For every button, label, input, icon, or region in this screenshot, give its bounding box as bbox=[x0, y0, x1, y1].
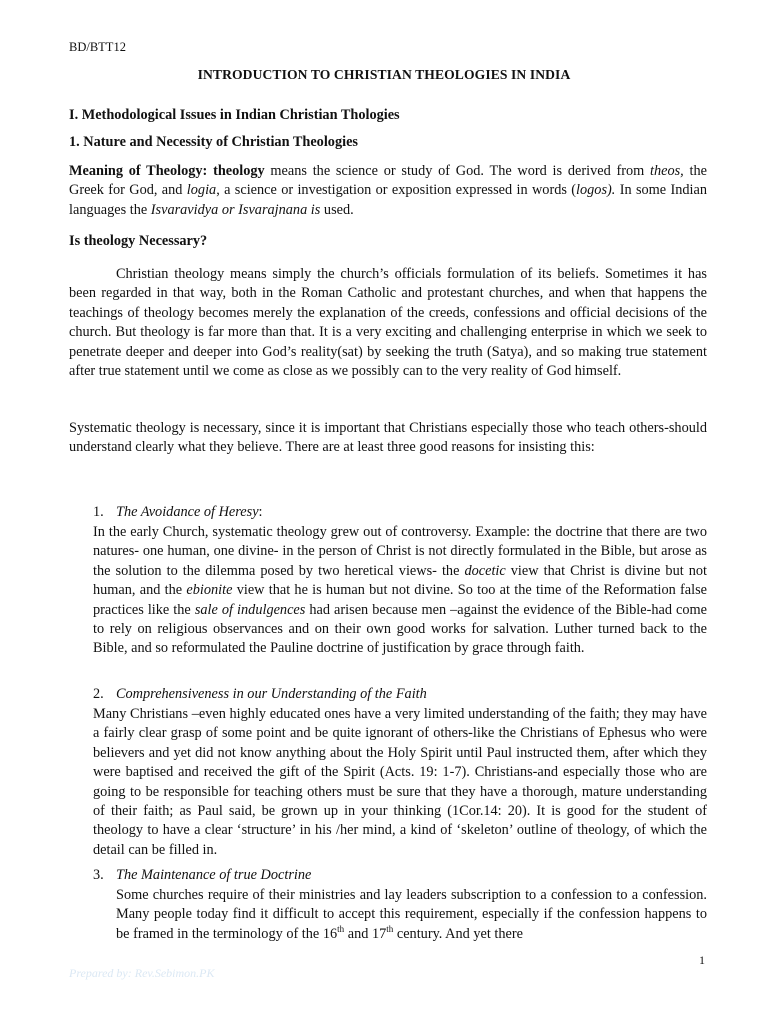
reason-2-body: Many Christians –even highly educated ones have a very limited understanding of the faith; they may have a fairly clear grasp of some point and be quite ignorant of others-like the Christians of Ephesus who were believers and yet did not know anything about the Holy Spirit until Paul instructed them, after which they were baptised and received the gift of the Spirit (Acts. 19: 1-7). Christians-and especially those who are going to be responsible for teaching others must be sure that they have a thorough, mature understanding of their faith; as Paul said, be grown up in your thinking (1Cor.14: 20). It is good for the student of theology to have a clear ‘structure’ in his /her mind, a kind of ‘skeleton’ outline of theology, of which the detail can be filled in. bbox=[93, 706, 707, 858]
reason-3-number: 3. bbox=[93, 867, 104, 883]
reason-1-number: 1. bbox=[93, 504, 104, 520]
systematic-theology-paragraph: Systematic theology is necessary, since it is important that Christians especially those who teach others-should understand clearly what they believe. There are at least three good reasons for insisting this: bbox=[69, 420, 707, 456]
footer-prepared-by: Prepared by: Rev.Sebimon.PK bbox=[69, 966, 215, 980]
reason-1-body: In the early Church, systematic theology grew out of controversy. Example: the doctrine that there are two natures- one human, one divine- in the person of Christ is not directly formulated in the Bible, but arose as the solution to the dilemma posed by two heretical views- the docetic view that Christ is divine but not human, and the ebionite view that he is human but not divine. So too at the time of the Reformation false practices like the sale of indulgences had arisen because men –against the evidence of the Bible-had come to rely on religious observances and on their own good works for salvation. Luther turned back to the Bible, and so reformulated the Pauline doctrine of justification by grace through faith. bbox=[93, 524, 708, 657]
section-heading: I. Methodological Issues in Indian Christian Thologies bbox=[69, 107, 400, 123]
reason-1-title: The Avoidance of Heresy bbox=[116, 504, 259, 520]
document-code: BD/BTT12 bbox=[69, 40, 126, 54]
reason-1-heading: 1. The Avoidance of Heresy: bbox=[93, 504, 263, 520]
reason-3-heading bbox=[93, 867, 311, 884]
reason-2-heading bbox=[93, 686, 427, 703]
meaning-label: Meaning of Theology: theology bbox=[69, 163, 265, 179]
meaning-paragraph: Meaning of Theology: theology means the science or study of God. The word is derived from theos, the Greek for God, and logia, a science or investigation or exposition expressed in words (logos). In some Indian languages the Isvaravidya or Isvarajnana is used. bbox=[69, 163, 707, 218]
document-title: INTRODUCTION TO CHRISTIAN THEOLOGIES IN INDIA bbox=[197, 67, 571, 82]
subsection-heading: 1. Nature and Necessity of Christian Theologies bbox=[69, 134, 358, 150]
christian-theology-paragraph: Christian theology means simply the church’s officials formulation of its beliefs. Sometimes it has been regarded in that way, both in the Roman Catholic and protestant churches, and when that happens the teachings of theology becomes merely the explanation of the creeds, confessions and official decisions of the church. But theology is far more than that. It is a very exciting and challenging enterprise in which we seek to penetrate deeper and deeper into God’s reality(sat) by seeking the truth (Satya), and so making true statement after true statement until we come as close as we possibly can to the very reality of God himself. bbox=[69, 266, 707, 380]
necessary-heading: Is theology Necessary? bbox=[69, 233, 208, 249]
reason-3-title: The Maintenance of true Doctrine bbox=[116, 867, 312, 883]
reason-3-body: Some churches require of their ministries and lay leaders subscription to a confession to a confession. Many people today find it difficult to accept this requirement, especially if the confession happens to be framed in the terminology of the 16th and 17th century. And yet there bbox=[116, 887, 707, 942]
reason-2-title: Comprehensiveness in our Understanding of the Faith bbox=[116, 686, 427, 702]
reason-2-number: 2. bbox=[93, 686, 104, 702]
page-number: 1 bbox=[699, 953, 705, 967]
